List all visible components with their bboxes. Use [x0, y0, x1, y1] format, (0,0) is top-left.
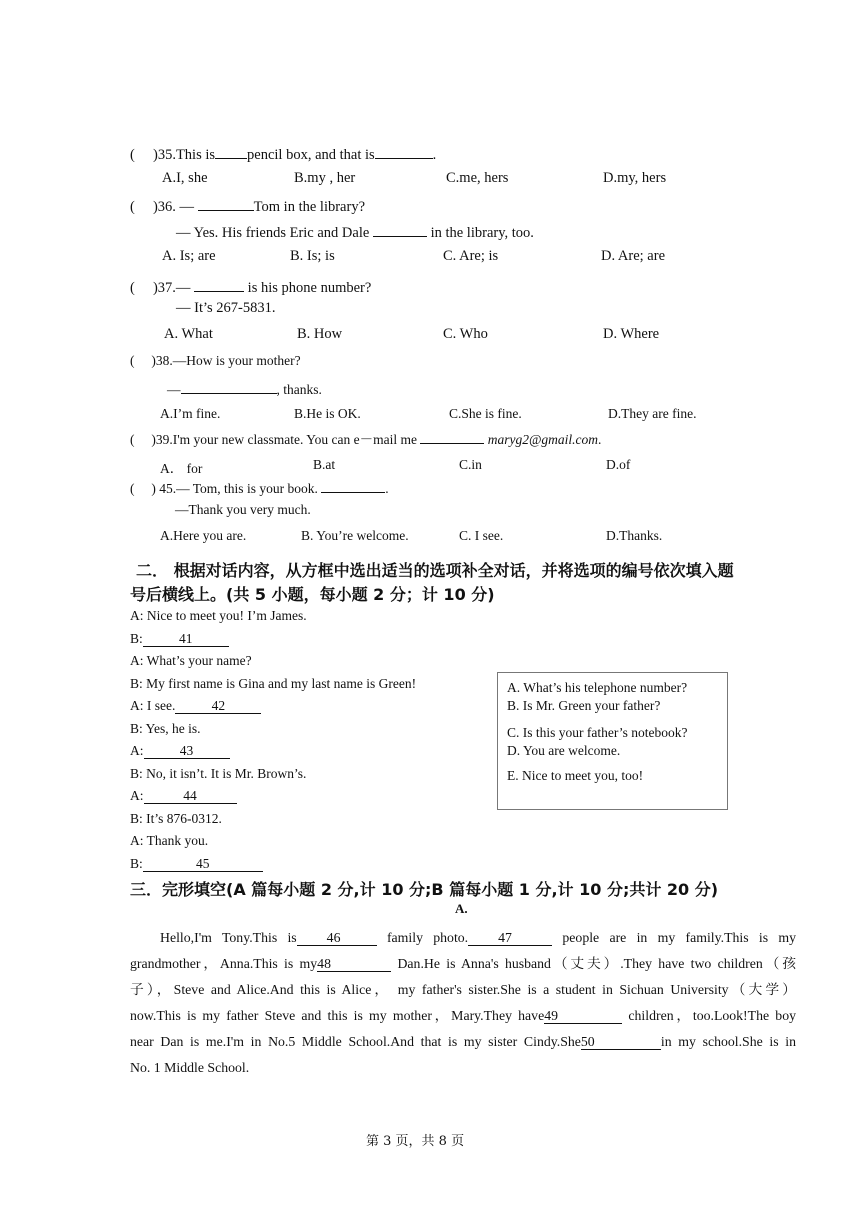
- answer-blank-45[interactable]: 45: [143, 857, 263, 872]
- option-c: C. I see.: [459, 528, 504, 543]
- cloze-blank-46[interactable]: 46: [297, 931, 377, 946]
- dialogue-line: A: 44: [130, 788, 237, 804]
- option-c: C. Are; is: [443, 248, 499, 264]
- box-option-d: D. You are welcome.: [507, 743, 621, 758]
- dialogue-line: B: No, it isn’t. It is Mr. Brown’s.: [130, 766, 307, 781]
- option-c: C.in: [459, 457, 482, 472]
- answer-blank[interactable]: [215, 144, 247, 159]
- option-a: A.Here you are.: [160, 528, 247, 543]
- passage-line: grandmother，Anna.This is my48 Dan.He is Anna's husband（丈夫）.They have two children（孩: [130, 956, 797, 971]
- passage-line: Hello,I'm Tony.This is 46 family photo. 47 people are in my family.This is my: [160, 930, 796, 945]
- option-d: D.Thanks.: [606, 528, 663, 543]
- option-a: A. Is; are: [162, 248, 216, 264]
- dialogue-line: B: It’s 876-0312.: [130, 811, 222, 826]
- answer-blank-41[interactable]: 41: [143, 632, 229, 647]
- question-36: ( )36. — Tom in the library?: [130, 196, 365, 216]
- question-35: ( )35.This is pencil box, and that is .: [130, 144, 436, 164]
- option-a: A. What: [164, 326, 213, 342]
- passage-line: now.This is my father Steve and this is my mother，Mary.They have49 children，too.Look!The boy: [130, 1008, 796, 1023]
- option-b: B. How: [297, 326, 343, 342]
- question-38-line2: — , thanks.: [167, 379, 322, 398]
- answer-blank[interactable]: [373, 222, 427, 237]
- dialogue-line: A: I see. 42: [130, 698, 261, 714]
- page-footer: 第 3 页，共 8 页: [366, 1134, 465, 1149]
- dialogue-line: B: My first name is Gina and my last name is Green!: [130, 676, 417, 691]
- question-37: ( )37.— is his phone number?: [130, 277, 371, 297]
- question-36-line2: — Yes. His friends Eric and Dale in the library, too.: [176, 222, 534, 242]
- section-2-heading-line1: 二． 根据对话内容，从方框中选出适当的选项补全对话，并将选项的编号依次填入题: [136, 561, 734, 580]
- dialogue-line: B: Yes, he is.: [130, 721, 201, 736]
- option-a: A.I’m fine.: [160, 406, 221, 421]
- question-39: ( )39.I'm your new classmate. You can e－mail me maryg2@gmail.com.: [130, 428, 601, 448]
- option-d: D.of: [606, 457, 631, 472]
- option-d: D.They are fine.: [608, 406, 697, 421]
- section-2-heading-line2: 号后横线上。(共 5 小题，每小题 2 分；计 10 分): [130, 585, 495, 604]
- passage-line: 子），Steve and Alice.And this is Alice， my father's sister.She is a student in Sichuan University（大学）: [130, 982, 796, 997]
- answer-blank[interactable]: [375, 144, 433, 159]
- answer-blank-42[interactable]: 42: [175, 699, 261, 714]
- dialogue-line: B: 41: [130, 631, 229, 647]
- option-a: A． for: [160, 461, 203, 476]
- cloze-blank-48[interactable]: 48: [317, 957, 391, 972]
- dialogue-line: A: Nice to meet you! I’m James.: [130, 608, 307, 623]
- option-b: B.He is OK.: [294, 406, 361, 421]
- question-45: ( ) 45.— Tom, this is your book. .: [130, 478, 389, 497]
- cloze-blank-47[interactable]: 47: [468, 931, 552, 946]
- answer-blank[interactable]: [181, 379, 277, 394]
- passage-line: near Dan is me.I'm in No.5 Middle School.And that is my sister Cindy.She50 in my school.She is in: [130, 1034, 797, 1049]
- option-c: C. Who: [443, 326, 488, 342]
- answer-blank-43[interactable]: 43: [144, 744, 230, 759]
- answer-blank[interactable]: [321, 478, 385, 493]
- question-45-line2: —Thank you very much.: [175, 502, 311, 517]
- passage-line: No. 1 Middle School.: [130, 1060, 250, 1075]
- option-d: D.my, hers: [603, 170, 667, 186]
- option-b: B. You’re welcome.: [301, 528, 409, 543]
- option-b: B.my , her: [294, 170, 356, 186]
- dialogue-line: A: What’s your name?: [130, 653, 252, 668]
- dialogue-line: A: 43: [130, 743, 230, 759]
- cloze-passage: [130, 925, 796, 1081]
- answer-blank[interactable]: [198, 196, 254, 211]
- option-d: D. Are; are: [601, 248, 666, 264]
- answer-blank[interactable]: [420, 429, 484, 444]
- dialogue-line: B: 45: [130, 856, 263, 872]
- section-3-heading: 三．完形填空(A 篇每小题 2 分,计 10 分;B 篇每小题 1 分,计 10 分;共计 20 分): [130, 880, 719, 899]
- question-37-line2: — It’s 267-5831.: [176, 300, 276, 316]
- option-d: D. Where: [603, 326, 660, 342]
- option-a: A.I, she: [162, 170, 208, 186]
- answer-blank-44[interactable]: 44: [144, 789, 237, 804]
- option-b: B.at: [313, 457, 336, 472]
- cloze-blank-49[interactable]: 49: [544, 1009, 622, 1024]
- option-c: C.She is fine.: [449, 406, 522, 421]
- answer-blank[interactable]: [194, 277, 244, 292]
- box-option-c: C. Is this your father’s notebook?: [507, 725, 688, 740]
- passage-label: A.: [455, 901, 468, 916]
- option-c: C.me, hers: [446, 170, 509, 186]
- box-option-a: A. What’s his telephone number?: [507, 680, 688, 695]
- option-b: B. Is; is: [290, 248, 335, 264]
- question-38: ( )38.—How is your mother?: [130, 353, 301, 368]
- box-option-b: B. Is Mr. Green your father?: [507, 698, 661, 713]
- dialogue-line: A: Thank you.: [130, 833, 209, 848]
- cloze-blank-50[interactable]: 50: [581, 1035, 661, 1050]
- box-option-e: E. Nice to meet you, too!: [507, 768, 644, 783]
